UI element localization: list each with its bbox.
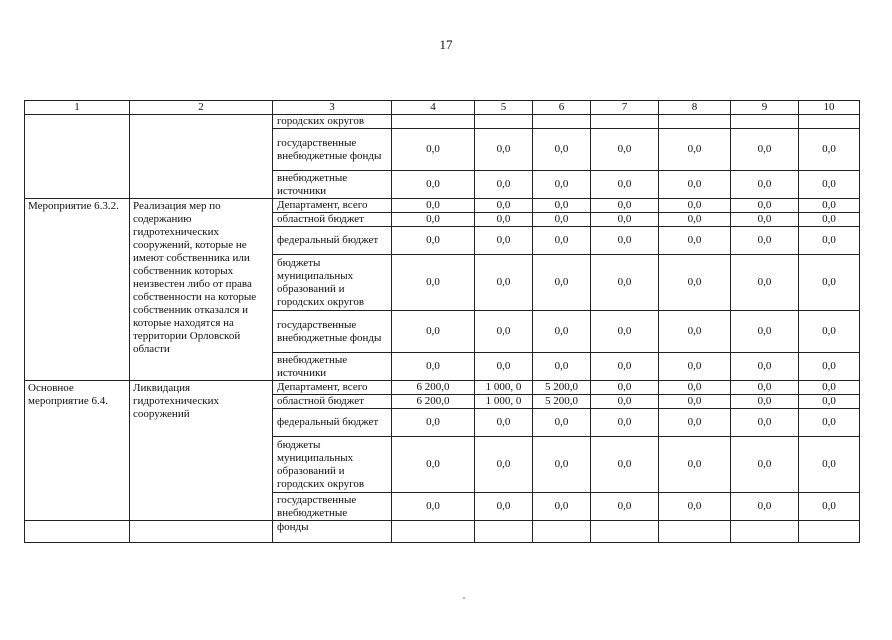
- value-cell: 0,0: [731, 437, 799, 493]
- value-cell: 0,0: [659, 129, 731, 171]
- value-cell: 0,0: [731, 409, 799, 437]
- value-cell: 0,0: [533, 129, 591, 171]
- value-cell: 1 000, 0: [475, 395, 533, 409]
- value-cell: 0,0: [659, 255, 731, 311]
- value-cell: 0,0: [731, 199, 799, 213]
- value-cell: 0,0: [659, 227, 731, 255]
- value-cell: 5 200,0: [533, 381, 591, 395]
- value-cell: 0,0: [731, 381, 799, 395]
- column-header: 10: [799, 101, 860, 115]
- value-cell: 0,0: [731, 255, 799, 311]
- table-row: [25, 381, 860, 395]
- value-cell: 0,0: [799, 395, 860, 409]
- table-body: [25, 101, 860, 543]
- value-cell: [659, 521, 731, 543]
- scan-speck: [463, 597, 465, 599]
- source-cell: Департамент, всего: [273, 199, 392, 213]
- value-cell: [731, 115, 799, 129]
- source-cell: бюджеты муниципальных образований и городских округов: [273, 437, 392, 493]
- value-cell: 0,0: [731, 353, 799, 381]
- value-cell: 0,0: [392, 353, 475, 381]
- value-cell: [659, 115, 731, 129]
- description-cell: [130, 115, 273, 199]
- value-cell: 0,0: [731, 129, 799, 171]
- value-cell: 0,0: [533, 353, 591, 381]
- value-cell: 0,0: [799, 199, 860, 213]
- value-cell: 0,0: [591, 395, 659, 409]
- code-cell: [25, 521, 130, 543]
- value-cell: 0,0: [475, 255, 533, 311]
- value-cell: 0,0: [533, 171, 591, 199]
- value-cell: 0,0: [392, 255, 475, 311]
- value-cell: 0,0: [799, 409, 860, 437]
- value-cell: 0,0: [659, 409, 731, 437]
- value-cell: [591, 115, 659, 129]
- value-cell: 0,0: [731, 493, 799, 521]
- source-cell: городских округов: [273, 115, 392, 129]
- value-cell: 0,0: [659, 395, 731, 409]
- column-header: 3: [273, 101, 392, 115]
- value-cell: 0,0: [591, 311, 659, 353]
- value-cell: 1 000, 0: [475, 381, 533, 395]
- value-cell: [533, 115, 591, 129]
- value-cell: 0,0: [799, 437, 860, 493]
- source-cell: областной бюджет: [273, 213, 392, 227]
- value-cell: 0,0: [591, 129, 659, 171]
- value-cell: 0,0: [392, 437, 475, 493]
- value-cell: 0,0: [533, 311, 591, 353]
- value-cell: 0,0: [591, 213, 659, 227]
- source-cell: бюджеты муниципальных образований и городских округов: [273, 255, 392, 311]
- code-cell: [25, 115, 130, 199]
- value-cell: 0,0: [799, 311, 860, 353]
- source-cell: областной бюджет: [273, 395, 392, 409]
- table-row: [25, 199, 860, 213]
- value-cell: 0,0: [591, 227, 659, 255]
- value-cell: 0,0: [799, 129, 860, 171]
- value-cell: 0,0: [533, 493, 591, 521]
- value-cell: 0,0: [392, 129, 475, 171]
- value-cell: 6 200,0: [392, 395, 475, 409]
- value-cell: [475, 115, 533, 129]
- activity-description: Реализация мер по содержанию гидротехнических сооружений, которые не имеют собственника или собственник которых неизвестен либо от права собственности на которые собственник отказался и которые находятся на территории Орловской области: [130, 199, 273, 381]
- value-cell: 0,0: [659, 353, 731, 381]
- value-cell: 0,0: [392, 171, 475, 199]
- source-cell: Департамент, всего: [273, 381, 392, 395]
- value-cell: 0,0: [799, 171, 860, 199]
- column-header: 9: [731, 101, 799, 115]
- column-header: 7: [591, 101, 659, 115]
- value-cell: 0,0: [533, 199, 591, 213]
- value-cell: 0,0: [659, 437, 731, 493]
- value-cell: [475, 521, 533, 543]
- value-cell: 0,0: [659, 213, 731, 227]
- column-header: 6: [533, 101, 591, 115]
- source-cell: фонды: [273, 521, 392, 543]
- source-cell: федеральный бюджет: [273, 409, 392, 437]
- value-cell: 0,0: [731, 395, 799, 409]
- value-cell: 0,0: [731, 311, 799, 353]
- source-cell: внебюджетные источники: [273, 171, 392, 199]
- value-cell: 0,0: [392, 227, 475, 255]
- value-cell: 0,0: [475, 353, 533, 381]
- source-cell: внебюджетные источники: [273, 353, 392, 381]
- value-cell: 0,0: [475, 311, 533, 353]
- value-cell: 0,0: [533, 437, 591, 493]
- table-row: [25, 521, 860, 543]
- source-cell: государственные внебюджетные фонды: [273, 311, 392, 353]
- value-cell: 0,0: [659, 311, 731, 353]
- value-cell: 0,0: [799, 213, 860, 227]
- value-cell: 0,0: [659, 199, 731, 213]
- activity-code: Основное мероприятие 6.4.: [25, 381, 130, 521]
- value-cell: 0,0: [799, 381, 860, 395]
- value-cell: 0,0: [591, 255, 659, 311]
- value-cell: 0,0: [392, 213, 475, 227]
- value-cell: 5 200,0: [533, 395, 591, 409]
- value-cell: 0,0: [475, 129, 533, 171]
- value-cell: 0,0: [533, 213, 591, 227]
- column-header: 4: [392, 101, 475, 115]
- value-cell: 0,0: [799, 353, 860, 381]
- value-cell: 0,0: [475, 171, 533, 199]
- value-cell: 0,0: [659, 381, 731, 395]
- source-cell: федеральный бюджет: [273, 227, 392, 255]
- value-cell: 0,0: [392, 199, 475, 213]
- value-cell: 0,0: [591, 493, 659, 521]
- value-cell: 0,0: [591, 199, 659, 213]
- column-header: 5: [475, 101, 533, 115]
- value-cell: 0,0: [799, 493, 860, 521]
- value-cell: 0,0: [475, 199, 533, 213]
- value-cell: 0,0: [475, 409, 533, 437]
- value-cell: 0,0: [591, 409, 659, 437]
- value-cell: [392, 115, 475, 129]
- value-cell: 0,0: [475, 437, 533, 493]
- value-cell: 0,0: [392, 409, 475, 437]
- column-header: 2: [130, 101, 273, 115]
- table-row: [25, 115, 860, 129]
- value-cell: 6 200,0: [392, 381, 475, 395]
- value-cell: 0,0: [591, 353, 659, 381]
- value-cell: 0,0: [475, 227, 533, 255]
- activity-code: Мероприятие 6.3.2.: [25, 199, 130, 381]
- value-cell: 0,0: [731, 213, 799, 227]
- value-cell: 0,0: [533, 409, 591, 437]
- value-cell: 0,0: [799, 227, 860, 255]
- value-cell: 0,0: [392, 493, 475, 521]
- page-number: 17: [439, 37, 453, 52]
- value-cell: 0,0: [731, 227, 799, 255]
- value-cell: 0,0: [591, 381, 659, 395]
- value-cell: [731, 521, 799, 543]
- column-header: 1: [25, 101, 130, 115]
- value-cell: 0,0: [659, 171, 731, 199]
- source-cell: государственные внебюджетные фонды: [273, 129, 392, 171]
- value-cell: 0,0: [591, 171, 659, 199]
- activity-description: Ликвидация гидротехнических сооружений: [130, 381, 273, 521]
- budget-table: [24, 100, 860, 543]
- header-row: [25, 101, 860, 115]
- value-cell: 0,0: [533, 255, 591, 311]
- value-cell: 0,0: [533, 227, 591, 255]
- value-cell: 0,0: [659, 493, 731, 521]
- value-cell: 0,0: [591, 437, 659, 493]
- value-cell: [799, 115, 860, 129]
- value-cell: [533, 521, 591, 543]
- value-cell: 0,0: [799, 255, 860, 311]
- source-cell: государственные внебюджетные: [273, 493, 392, 521]
- value-cell: [591, 521, 659, 543]
- value-cell: 0,0: [392, 311, 475, 353]
- column-header: 8: [659, 101, 731, 115]
- value-cell: [392, 521, 475, 543]
- value-cell: 0,0: [475, 493, 533, 521]
- value-cell: 0,0: [475, 213, 533, 227]
- value-cell: [799, 521, 860, 543]
- description-cell: [130, 521, 273, 543]
- value-cell: 0,0: [731, 171, 799, 199]
